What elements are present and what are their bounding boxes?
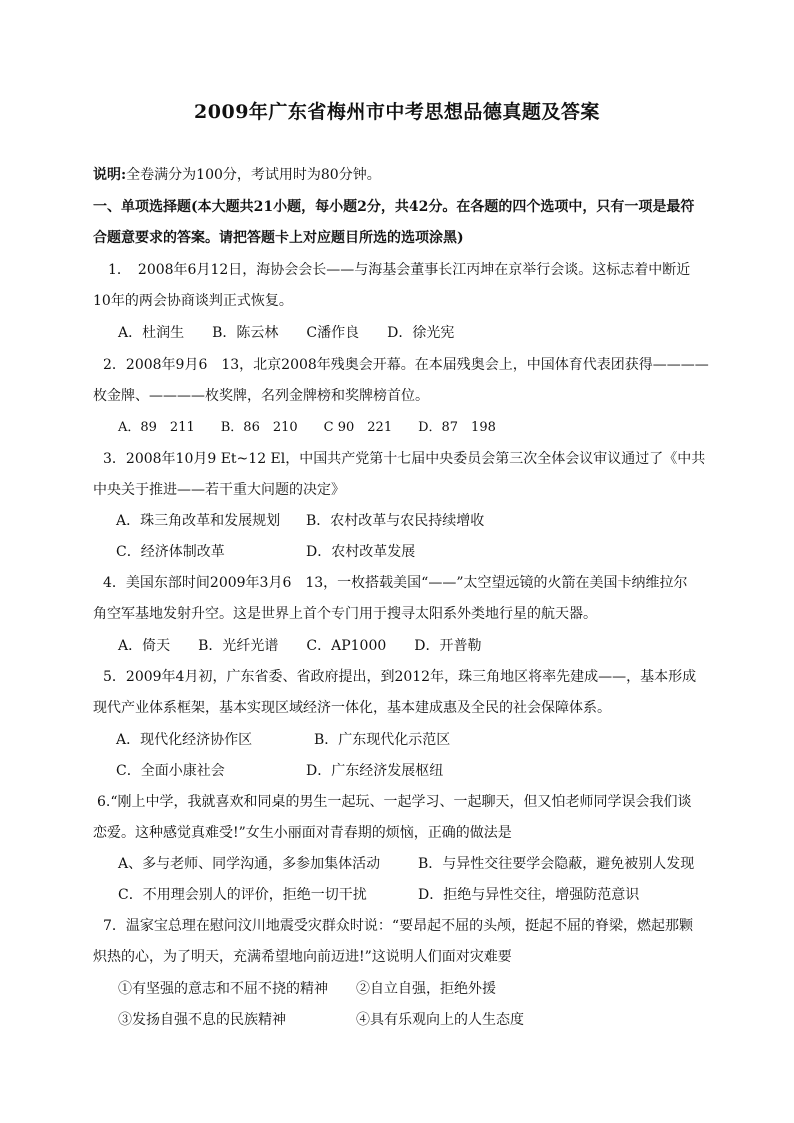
q6-option-c: C．不用理会别人的评价，拒绝一切干扰 (118, 887, 367, 903)
q7-statement-2: ②自立自强，拒绝外援 (356, 981, 496, 997)
q3-stem-line2: 中央关于推进——若干重大问题的决定》 (93, 482, 345, 498)
q1-stem-line2: 10年的两会协商谈判正式恢复。 (93, 293, 293, 309)
q2-stem-line2: 枚金牌、————枚奖牌，名列金牌榜和奖牌榜首位。 (93, 388, 429, 404)
section-heading-line1: 一、单项选择题(本大题共21小题，每小题2分，共42分。在各题的四个选项中，只有一项是最符 (93, 199, 695, 215)
q1-stem-line1: 1． 2008年6月12日，海协会会长——与海基会董事长江丙坤在京举行会谈。这标志着中断近 (108, 262, 691, 278)
q3-option-d: D．农村改革发展 (306, 544, 416, 560)
section-heading-line2: 合题意要求的答案。请把答题卡上对应题目所选的选项涂黑) (93, 230, 464, 246)
q4-stem-line1: 4．美国东部时间2009年3月6 13，一枚搭载美国“——”太空望远镜的火箭在美国卡纳维拉尔 (103, 575, 688, 591)
q7-stem-line1: 7．温家宝总理在慰问汶川地震受灾群众时说：“要昂起不屈的头颅，挺起不屈的脊梁，燃起那颗 (103, 918, 694, 934)
q6-option-a: A、多与老师、同学沟通，多参加集体活动 (118, 856, 381, 872)
q7-statement-1: ①有坚强的意志和不屈不挠的精神 (118, 981, 328, 997)
q6-option-d: D．拒绝与异性交往，增强防范意识 (418, 887, 640, 903)
q6-stem-line1: 6.“刚上中学，我就喜欢和同桌的男生一起玩、一起学习、一起聊天，但又怕老师同学误会我们谈 (97, 794, 692, 810)
q3-option-b: B．农村改革与农民持续增收 (306, 513, 485, 529)
instructions (93, 166, 381, 184)
q6-option-b: B．与异性交往要学会隐蔽，避免被别人发现 (418, 856, 695, 872)
q2-stem-line1: 2．2008年9月6 13，北京2008年残奥会开幕。在本届残奥会上，中国体育代表团获得———— (103, 357, 709, 373)
q4-options: A．倚天 B．光纤光谱 C．AP1000 D．开普勒 (118, 638, 482, 654)
page-title: 2009年广东省梅州市中考思想品德真题及答案 (194, 101, 600, 123)
q3-stem-line1: 3．2008年10月9 Et~12 El，中国共产党第十七届中央委员会第三次全体会议审议通过了《中共 (103, 451, 706, 467)
q5-option-d: D．广东经济发展枢纽 (306, 763, 444, 779)
q5-option-a: A．现代化经济协作区 (116, 732, 253, 748)
q3-option-a: A．珠三角改革和发展规划 (116, 513, 281, 529)
instructions-text: 全卷满分为100分，考试用时为80分钟。 (126, 167, 381, 183)
instructions-label: 说明: (93, 167, 127, 183)
q5-option-c: C．全面小康社会 (116, 763, 225, 779)
q3-option-c: C．经济体制改革 (116, 544, 225, 560)
q7-stem-line2: 炽热的心，为了明天，充满希望地向前迈进!”这说明人们面对灾难要 (93, 949, 512, 965)
q7-statement-4: ④具有乐观向上的人生态度 (356, 1012, 524, 1028)
q2-options: A．89 211 B．86 210 C 90 221 D．87 198 (118, 420, 496, 435)
q5-option-b: B．广东现代化示范区 (314, 732, 451, 748)
q5-stem-line2: 现代产业体系框架，基本实现区域经济一体化，基本建成惠及全民的社会保障体系。 (93, 700, 611, 716)
q5-stem-line1: 5．2009年4月初，广东省委、省政府提出，到2012年，珠三角地区将率先建成——，基本形成 (103, 669, 697, 685)
q7-statement-3: ③发扬自强不息的民族精神 (118, 1012, 286, 1028)
q4-stem-line2: 角空军基地发射升空。这是世界上首个专门用于搜寻太阳系外类地行星的航天器。 (93, 606, 597, 622)
q6-stem-line2: 恋爱。这种感觉真难受!”女生小丽面对青春期的烦恼，正确的做法是 (93, 825, 512, 841)
q1-options: A．杜润生 B．陈云林 C潘作良 D．徐光宪 (118, 325, 455, 341)
